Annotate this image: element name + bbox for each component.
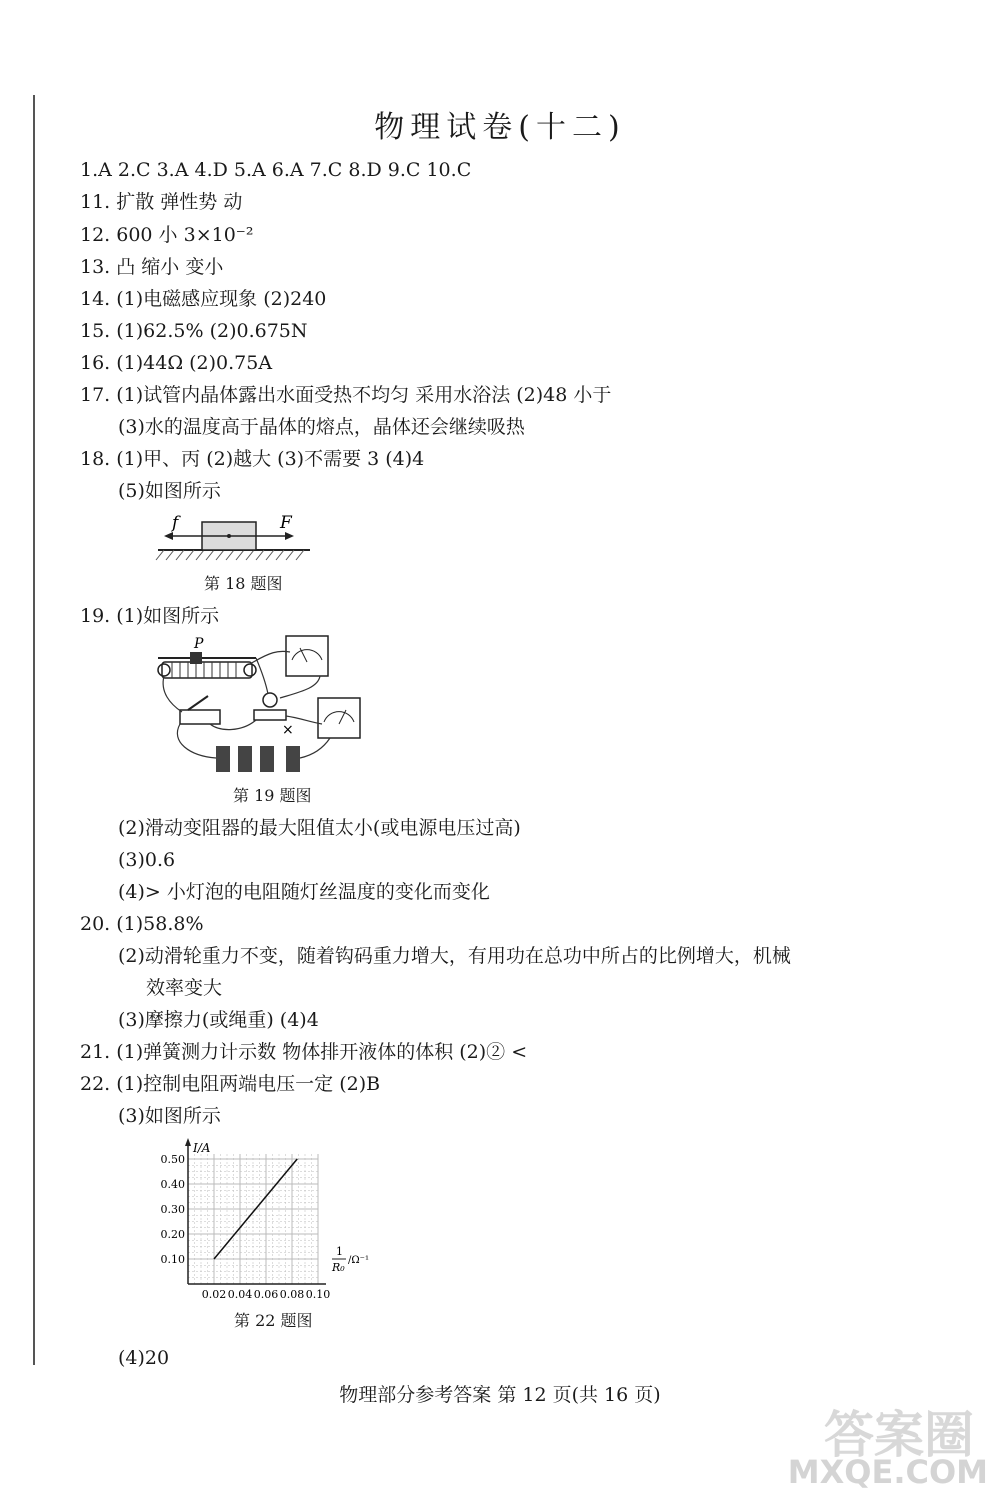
watermark — [787, 1395, 994, 1495]
fig18-label-f: f — [172, 513, 179, 533]
answer-line-18: 18. (1)甲、丙 (2)越大 (3)不需要 3 (4)4 — [80, 448, 425, 470]
fig18-caption: 第 18 题图 — [204, 574, 283, 593]
answer-line-22: 22. (1)控制电阻两端电压一定 (2)B — [80, 1073, 381, 1095]
fig19-rheostat-body — [162, 662, 252, 678]
answer-line-15: 15. (1)62.5% (2)0.675N — [80, 320, 308, 342]
answer-line-16: 16. (1)44Ω (2)0.75A — [80, 352, 273, 374]
fig22-x-label-unit: /Ω⁻¹ — [348, 1255, 369, 1266]
fig19-battery-2 — [238, 746, 252, 772]
answer-line-19-3: (3)0.6 — [118, 849, 176, 871]
fig19-rheostat-slider — [190, 652, 202, 664]
fig19-ammeter — [286, 636, 328, 676]
fig22-x-tick: 0.04 — [227, 1288, 253, 1301]
fig19-label-P: P — [194, 636, 204, 652]
answer-line-17-cont: (3)水的温度高于晶体的熔点，晶体还会继续吸热 — [118, 416, 525, 438]
fig18-label-F: F — [280, 513, 292, 533]
fig18-friction-arrowhead — [164, 532, 173, 540]
fig22-chart — [150, 1136, 390, 1306]
fig18-hatch — [156, 550, 304, 560]
answer-line-21: 21. (1)弹簧测力计示数 物体排开液体的体积 (2)② < — [80, 1041, 528, 1063]
fig19-lamp — [263, 693, 277, 707]
answer-line-19-4: (4)> 小灯泡的电阻随灯丝温度的变化而变化 — [118, 881, 490, 903]
answer-line-22-4: (4)20 — [118, 1347, 170, 1369]
page-footer: 物理部分参考答案 第 12 页(共 16 页) — [339, 1384, 661, 1406]
answer-line-12: 12. 600 小 3×10⁻² — [80, 224, 254, 246]
fig22-y-tick: 0.10 — [160, 1253, 185, 1266]
fig22-y-arrow — [185, 1138, 191, 1146]
answer-line-20: 20. (1)58.8% — [80, 913, 204, 935]
watermark-cn: 答案圈 — [824, 1406, 974, 1464]
watermark-en: MXQE.COM — [787, 1453, 988, 1491]
fig19-switch-blade — [188, 696, 208, 710]
fig19-switch-base — [180, 710, 220, 724]
fig22-caption: 第 22 题图 — [234, 1311, 313, 1330]
page-title: 物理试卷(十二) — [374, 110, 626, 145]
answer-line-17: 17. (1)试管内晶体露出水面受热不均匀 采用水浴法 (2)48 小于 — [80, 384, 612, 406]
fig18-force-arrowhead — [285, 532, 294, 540]
answer-line-1: 1.A 2.C 3.A 4.D 5.A 6.A 7.C 8.D 9.C 10.C — [80, 159, 472, 181]
fig22-x-tick: 0.06 — [253, 1288, 279, 1301]
answer-line-14: 14. (1)电磁感应现象 (2)240 — [80, 288, 327, 310]
fig22-x-tick: 0.10 — [305, 1288, 331, 1301]
answer-line-22-3: (3)如图所示 — [118, 1105, 221, 1127]
fig18-diagram — [150, 508, 320, 570]
fig19-circuit — [150, 632, 370, 780]
answer-line-11: 11. 扩散 弹性势 动 — [80, 191, 243, 213]
fig22-y-label: I/A — [193, 1141, 211, 1155]
fig22-y-tick: 0.20 — [160, 1228, 185, 1241]
fig19-lamp-base — [254, 710, 286, 720]
fig19-voltmeter — [318, 698, 360, 738]
fig22-x-label-num: 1 — [336, 1245, 343, 1258]
fig22-y-tick: 0.30 — [160, 1203, 185, 1216]
answer-line-20-3: (3)摩擦力(或绳重) (4)4 — [118, 1009, 319, 1031]
fig22-x-tick: 0.08 — [279, 1288, 305, 1301]
fig19-battery-4 — [286, 746, 300, 772]
fig19-battery-1 — [216, 746, 230, 772]
answer-line-19-2: (2)滑动变阻器的最大阻值太小(或电源电压过高) — [118, 817, 521, 839]
fig19-battery-3 — [260, 746, 274, 772]
fig22-x-label-den: R₀ — [332, 1261, 345, 1274]
fig22-y-tick: 0.50 — [160, 1153, 185, 1166]
answer-line-20-2-cont: 效率变大 — [146, 977, 223, 999]
fig22-x-tick: 0.02 — [201, 1288, 227, 1301]
answer-line-18-5: (5)如图所示 — [118, 480, 221, 502]
answer-line-20-2: (2)动滑轮重力不变，随着钩码重力增大，有用功在总功中所占的比例增大，机械 — [118, 945, 791, 967]
margin-rule — [33, 95, 35, 1365]
fig19-caption: 第 19 题图 — [233, 786, 312, 805]
fig22-y-tick: 0.40 — [160, 1178, 185, 1191]
answer-line-19: 19. (1)如图所示 — [80, 605, 220, 627]
fig19-cross-mark: × — [282, 722, 294, 738]
answer-line-13: 13. 凸 缩小 变小 — [80, 256, 224, 278]
